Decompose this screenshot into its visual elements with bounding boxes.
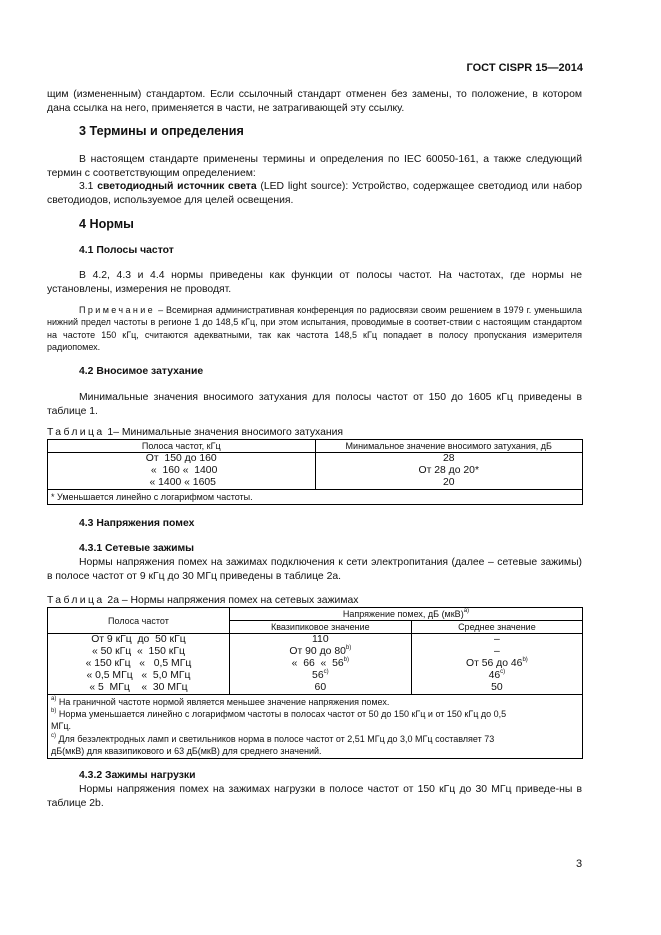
table-2a-avg-row: 50 [491,682,503,693]
table-1-band-cell [48,453,316,490]
table-2a-caption-label: Таблица [47,595,105,606]
table-1 [47,439,583,505]
term-name: светодиодный источник света [97,181,257,192]
table-2a-band-cell [48,634,230,695]
table-2a-avg-row: От 56 до 46$^{b)}$ [465,657,528,669]
section-3-paragraph: В настоящем стандарте применены термины и определения по IEC 60050-161, а также следующий термин с соответствующим определением: [47,154,582,179]
table-2a-header-average: Среднее значение [411,621,582,634]
section-4-title: 4 Нормы [79,217,134,231]
table-1-caption-text: 1– Минимальные значения вносимого затухания [104,427,344,438]
section-4-3-2-paragraph: Нормы напряжения помех на зажимах нагрузки в полосе частот от 150 кГц до 30 МГц приведе-ны в таблице 2b. [47,784,582,809]
table-1-footnote: * Уменьшается линейно с логарифмом частоты. [48,490,583,505]
table-1-band-row: « 160 « 1400 [145,465,218,476]
table-2a-qp-row: От 90 до 80$^{b)}$ [289,645,352,657]
table-2a-average-cell [411,634,582,695]
table-2a-header-band: Полоса частот [48,608,230,634]
table-1-value-row: 20 [442,477,455,488]
table-2a-header-voltage: Напряжение помех, дБ (мкВ)$^{a)}$ [229,608,582,621]
section-4-3-1-title: 4.3.1 Сетевые зажимы [79,543,195,554]
table-2a-qp-row: 60 [314,682,327,693]
table-2a-qp-row: « 66 « 56$^{b)}$ [291,657,349,669]
section-3-title: 3 Термины и определения [79,124,244,138]
document-header-id: ГОСТ CISPR 15—2014 [466,62,583,74]
section-4-3-title: 4.3 Напряжения помех [79,518,195,529]
table-2a-quasi-peak-cell [229,634,411,695]
table-2a-band-row: « 5 МГц « 30 МГц [89,682,188,693]
section-4-2-paragraph: Минимальные значения вносимого затухания для полосы частот от 150 до 1605 кГц приведены в таблице 1. [47,392,582,417]
table-2a-avg-row: 46$^{c)}$ [488,669,506,681]
table-2a-band-row: « 150 кГц « 0,5 МГц [85,658,192,669]
table-2a-band-row: « 50 кГц « 150 кГц [91,646,185,657]
table-1-value-row: 28 [442,453,455,464]
table-1-caption [47,427,343,438]
note-text: – Всемирная административная конференция по радиосвязи своим решением в 1979 г. уменьшила нижний предел частоты в регионе 1 до 148,5 кГц, при этом испытания, проводимые в соответ-ствии с настоящим стандартом на частоте 150 кГц, считаются адекватными, так как частота 148,5 кГц попадает в полосу пропускания измерителя радиопомех. [47,305,582,353]
table-1-band-row: От 150 до 160 [145,453,217,464]
table-2a-band-row: От 9 кГц до 50 кГц [91,634,186,645]
table-1-band-row: « 1400 « 1605 [146,477,216,488]
section-4-3-2-title: 4.3.2 Зажимы нагрузки [79,770,196,781]
table-2a [47,607,583,759]
section-4-2-title: 4.2 Вносимое затухание [79,366,204,377]
table-2a-avg-row: – [494,646,500,657]
table-2a-caption-text: 2а – Нормы напряжения помех на сетевых зажимах [104,595,359,606]
section-4-1-title: 4.1 Полосы частот [79,245,174,256]
term-definition [47,180,582,207]
table-1-value-row: От 28 до 20* [418,465,479,476]
table-1-header-attenuation: Минимальное значение вносимого затухания, дБ [315,440,583,453]
term-number: 3.1 [79,181,98,192]
note-paragraph [47,304,582,354]
page-number: 3 [576,858,583,870]
section-4-3-1-paragraph: Нормы напряжения помех на зажимах подключения к сети электропитания (далее – сетевые зажимы) в полосе частот от 9 кГц до 30 МГц приведены в таблице 2а. [47,557,582,582]
table-2a-band-row: « 0,5 МГц « 5,0 МГц [86,670,191,681]
section-4-1-paragraph: В 4.2, 4.3 и 4.4 нормы приведены как функции от полосы частот. На частотах, где нормы не установлены, измерения не проводят. [47,270,582,295]
table-2a-header-quasi-peak: Квазипиковое значение [229,621,411,634]
intro-paragraph: щим (измененным) стандартом. Если ссылочный стандарт отменен без замены, то положение, в котором дана ссылка на него, применяется в части, не затрагивающей эту ссылку. [47,89,582,114]
term-text: (LED light source): Устройство, содержащее светодиод или набор светодиодов, используемое для целей освещения. [47,181,582,206]
table-2a-footnote-b: $^{b)}$ Норма уменьшается линейно с логарифмом частоты в полосах частот от 50 до 150 кГц и от 150 кГц до 0,5 МГц. [51,708,507,732]
table-1-header-band: Полоса частот, кГц [48,440,316,453]
table-2a-qp-row: 110 [312,634,329,645]
table-2a-footnote-c: $^{c)}$ Для безэлектродных ламп и светильников норма в полосе частот от 2,51 МГц до 3,0 МГц составляет 73 дБ(мкВ) для квазипикового и 63 дБ(мкВ) для среднего значений. [51,732,495,756]
table-1-caption-label: Таблица [47,427,105,438]
note-label: Примечание [79,305,156,315]
table-2a-footnote-a: $^{a)}$ На граничной частоте нормой является меньшее значение напряжения помех. [51,696,390,707]
table-2a-caption [47,595,358,606]
table-1-value-cell [315,453,583,490]
table-2a-qp-row: 56$^{c)}$ [312,669,329,681]
table-2a-footnotes [48,695,583,759]
table-2a-avg-row: – [494,634,500,645]
